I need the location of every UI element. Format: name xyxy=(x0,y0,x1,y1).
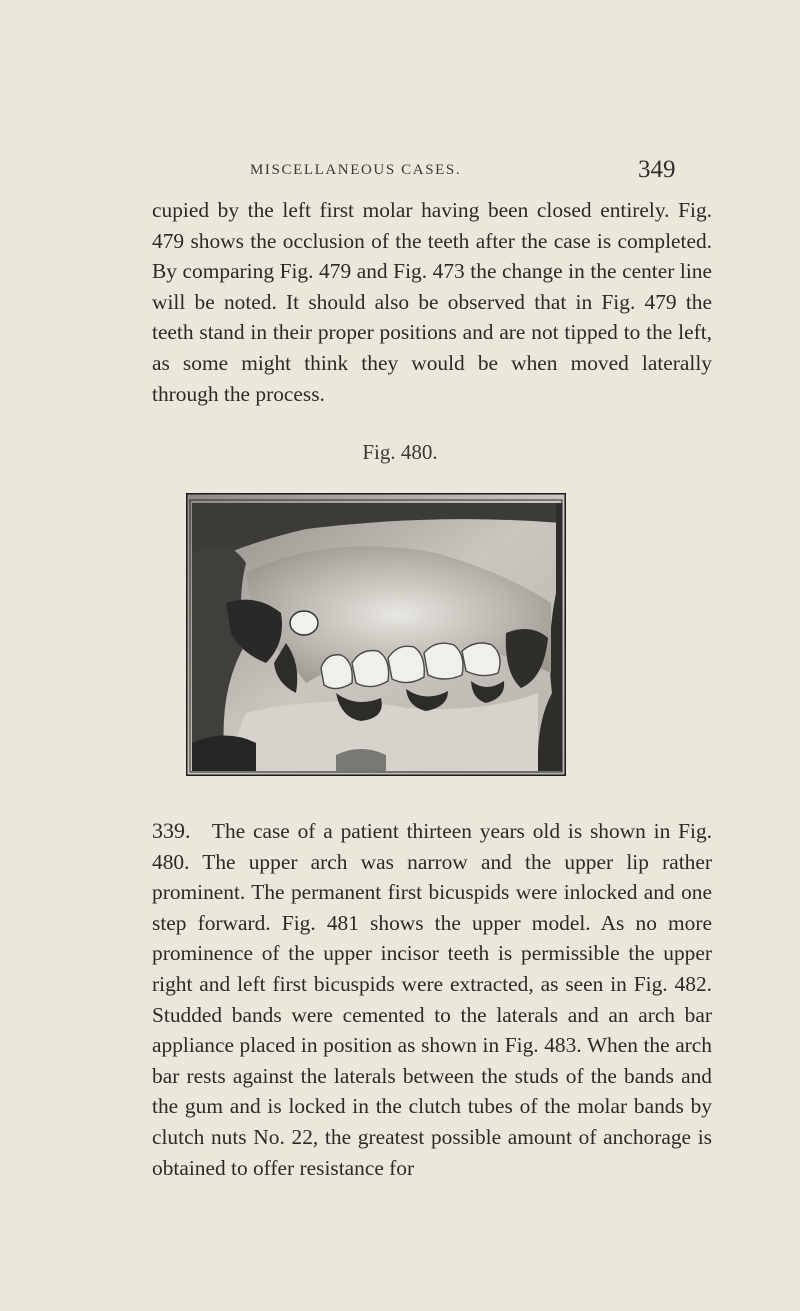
section-number: 339. xyxy=(152,818,191,843)
body-paragraph-2 xyxy=(152,816,712,1183)
dental-photo-illustration xyxy=(186,493,566,776)
running-head: MISCELLANEOUS CASES. xyxy=(250,162,462,178)
section-text: The case of a patient thirteen years old is shown in Fig. 480. The upper arch was narrow and the upper lip rather prominent. The permanent first bicuspids were inlocked and one step forward. Fig. 481 shows the upper model. As no more prominence of the upper incisor teeth is permissible the upper right and left first bicuspids were extracted, as seen in Fig. 482. Studded bands were cemented to the laterals and an arch bar appliance placed in position as shown in Fig. 483. When the arch bar rests against the laterals between the studs of the bands and the gum and is locked in the clutch tubes of the molar bands by clutch nuts No. 22, the greatest possible amount of anchorage is obtained to offer resistance for xyxy=(152,819,712,1180)
page-number: 349 xyxy=(638,156,676,183)
figure-caption: Fig. 480. xyxy=(362,440,438,464)
page-header xyxy=(0,152,800,192)
body-paragraph-1: cupied by the left first molar having been closed entirely. Fig. 479 shows the occlusion of the teeth after the case is completed. By comparing Fig. 479 and Fig. 473 the change in the center line will be noted. It should also be observed that in Fig. 479 the teeth stand in their proper positions and are not tipped to the left, as some might think they would be when moved laterally through the process. xyxy=(152,198,712,406)
figure-photograph xyxy=(186,493,566,776)
